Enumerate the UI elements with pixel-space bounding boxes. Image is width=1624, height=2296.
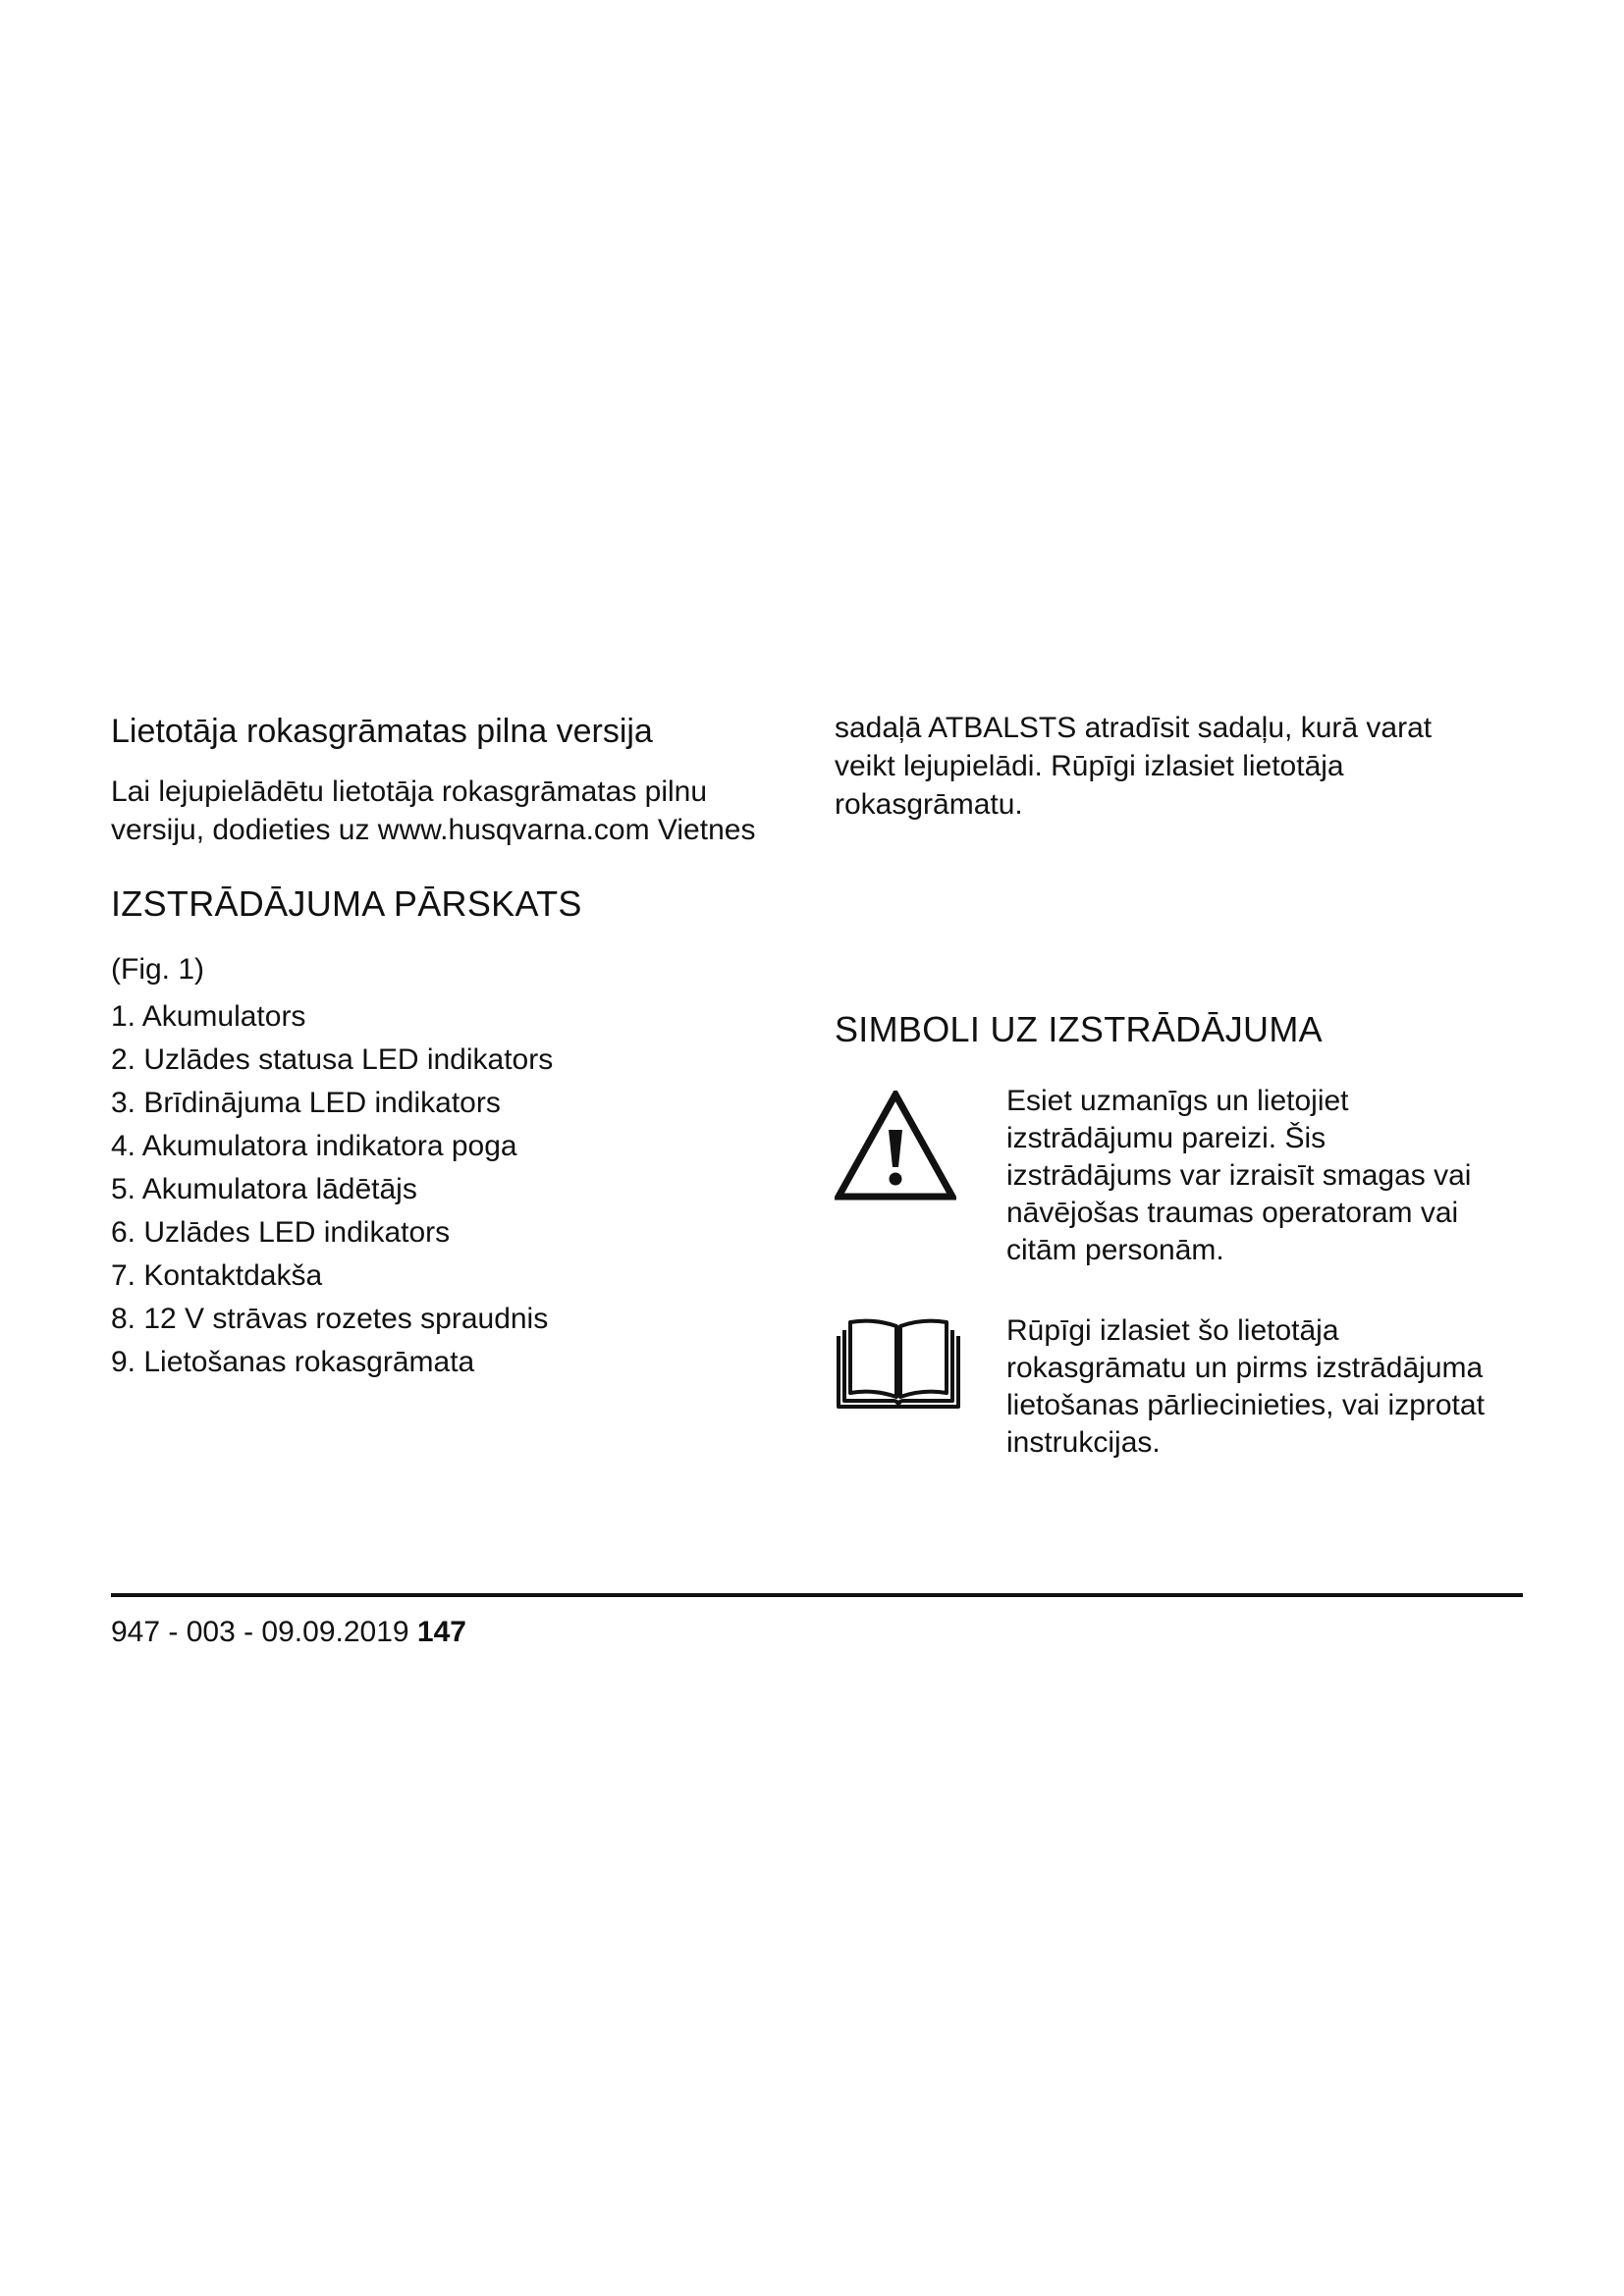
document-reference: 947 - 003 - 09.09.2019 xyxy=(111,1616,409,1648)
description-line: citām personām. xyxy=(1006,1234,1224,1267)
right-column xyxy=(835,709,1522,1462)
page-footer xyxy=(111,1613,466,1652)
description-line: Rūpīgi izlasiet šo lietotāja xyxy=(1006,1314,1339,1348)
paragraph-line: rokasgrāmatu. xyxy=(835,788,1023,821)
paragraph-line: versiju, dodieties uz www.husqvarna.com Vietnes xyxy=(111,813,756,846)
list-item: 1. Akumulators xyxy=(111,999,306,1033)
list-item: 7. Kontaktdakša xyxy=(111,1258,323,1292)
page-number: 147 xyxy=(416,1616,466,1648)
open-book-icon xyxy=(835,1312,964,1415)
warning-triangle-icon xyxy=(835,1083,964,1205)
full-manual-paragraph xyxy=(111,773,818,849)
full-manual-paragraph-continued xyxy=(835,709,1522,824)
section-title-symbols: SIMBOLI UZ IZSTRĀDĀJUMA xyxy=(835,1009,1323,1049)
parts-list xyxy=(111,995,818,1384)
list-item: 8. 12 V strāvas rozetes spraudnis xyxy=(111,1302,549,1335)
figure-reference: (Fig. 1) xyxy=(111,952,205,986)
symbol-description-warning xyxy=(1006,1083,1517,1269)
description-line: nāvējošas traumas operatoram vai xyxy=(1006,1197,1459,1230)
left-column xyxy=(111,712,818,1384)
description-line: rokasgrāmatu un pirms izstrādājuma xyxy=(1006,1352,1484,1385)
list-item: 2. Uzlādes statusa LED indikators xyxy=(111,1042,554,1076)
paragraph-line: veikt lejupielādi. Rūpīgi izlasiet lietotāja xyxy=(835,750,1344,782)
description-line: izstrādājumu pareizi. Šis xyxy=(1006,1122,1326,1155)
section-title-full-manual: Lietotāja rokasgrāmatas pilna versija xyxy=(111,713,653,750)
list-item: 3. Brīdinājuma LED indikators xyxy=(111,1086,501,1119)
symbol-description-book xyxy=(1006,1312,1517,1462)
list-item: 9. Lietošanas rokasgrāmata xyxy=(111,1345,475,1378)
description-line: Esiet uzmanīgs un lietojiet xyxy=(1006,1085,1349,1118)
description-line: lietošanas pārliecinieties, vai izprotat xyxy=(1006,1389,1485,1422)
description-line: izstrādājums var izraisīt smagas vai xyxy=(1006,1159,1472,1193)
description-line: instrukcijas. xyxy=(1006,1426,1161,1460)
section-title-product-overview: IZSTRĀDĀJUMA PĀRSKATS xyxy=(111,882,582,924)
paragraph-line: sadaļā ATBALSTS atradīsit sadaļu, kurā varat xyxy=(835,712,1433,744)
list-item: 5. Akumulatora lādētājs xyxy=(111,1172,417,1205)
symbol-row-book xyxy=(835,1312,1522,1462)
paragraph-line: Lai lejupielādētu lietotāja rokasgrāmatas pilnu xyxy=(111,774,708,808)
symbol-row-warning xyxy=(835,1083,1522,1269)
list-item: 6. Uzlādes LED indikators xyxy=(111,1215,451,1249)
list-item: 4. Akumulatora indikatora poga xyxy=(111,1129,517,1162)
footer-divider xyxy=(111,1593,1523,1597)
